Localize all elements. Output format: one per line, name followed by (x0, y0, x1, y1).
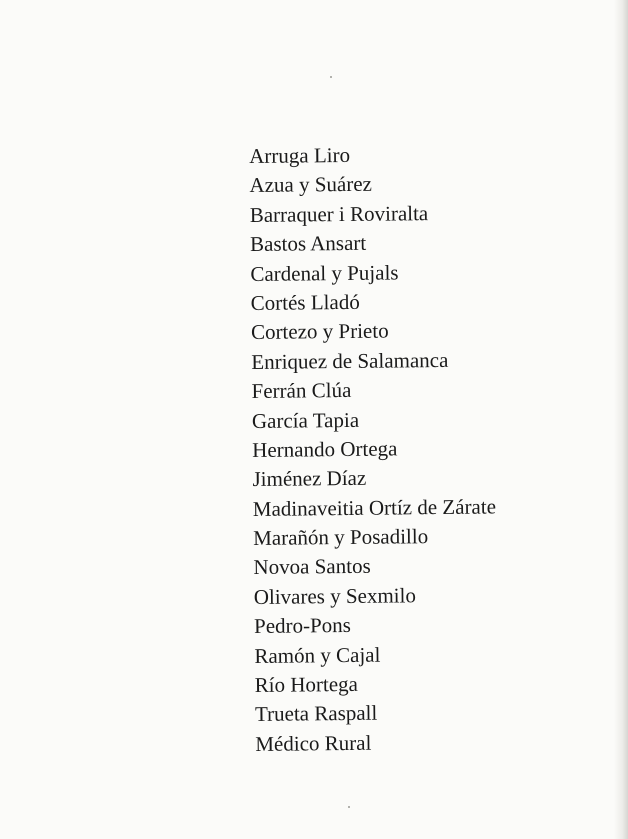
page-edge-shadow (614, 0, 628, 839)
list-item: Trueta Raspall (254, 701, 378, 727)
list-item: Barraquer i Roviralta (249, 200, 429, 227)
list-item: Río Hortega (254, 671, 359, 698)
list-item: Madinaveitia Ortíz de Zárate (252, 494, 497, 521)
list-item: Olivares y Sexmilo (253, 583, 417, 609)
list-item: Cortezo y Prieto (250, 318, 389, 345)
list-item: Hernando Ortega (252, 436, 398, 462)
list-item: Bastos Ansart (249, 230, 367, 257)
list-item: Jiménez Díaz (252, 466, 367, 492)
list-item: Cortés Lladó (250, 289, 360, 315)
list-item: Marañón y Posadillo (253, 524, 429, 551)
list-item: Enriquez de Salamanca (251, 347, 449, 374)
paper-speck (330, 76, 332, 78)
list-item: Médico Rural (255, 730, 372, 756)
list-item: García Tapia (251, 407, 360, 433)
list-item: Ferrán Clúa (251, 378, 352, 404)
name-list (249, 139, 499, 759)
paper-speck (348, 806, 350, 808)
list-item: Azua y Suárez (249, 172, 373, 198)
list-item: Pedro-Pons (253, 613, 352, 639)
list-item: Novoa Santos (253, 554, 371, 580)
list-item: Ramón y Cajal (254, 642, 381, 668)
list-item: Arruga Liro (249, 142, 351, 168)
list-item: Cardenal y Pujals (250, 260, 399, 286)
